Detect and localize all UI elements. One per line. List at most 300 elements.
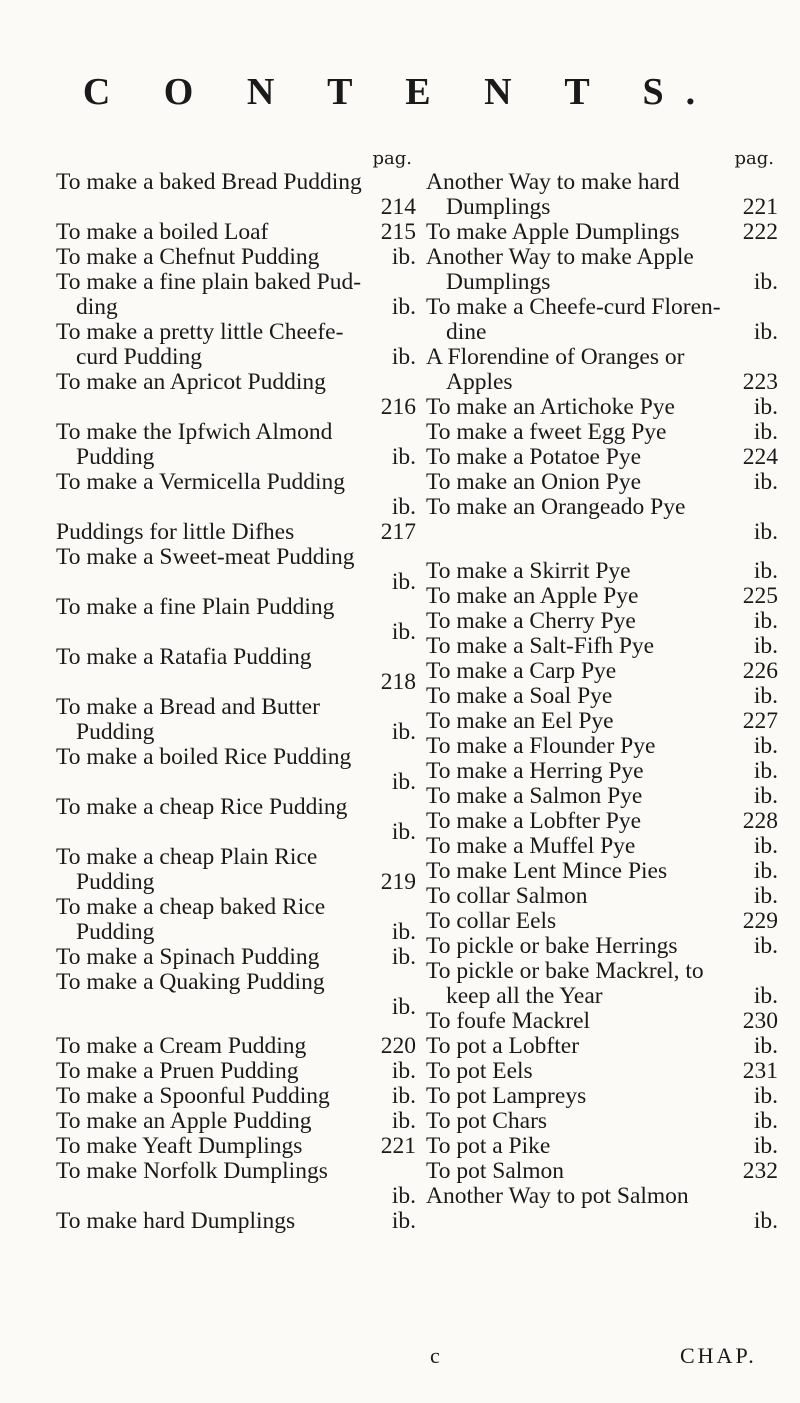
entry-page-number: ib.	[753, 269, 778, 295]
entry-line	[56, 170, 416, 195]
entry-page-number	[772, 345, 778, 370]
entry-title: To make an Artichoke Pye	[426, 394, 675, 420]
signature-mark: c	[430, 1343, 440, 1368]
entry-title: To make Norfolk Dumplings	[56, 1158, 328, 1184]
entry-page-number	[772, 295, 778, 320]
entry-page-number: ib.	[753, 833, 778, 859]
contents-entry	[56, 470, 416, 520]
entry-title: To foufe Mackrel	[426, 1008, 591, 1034]
entry-page-number: ib.	[391, 569, 416, 595]
entry-line	[426, 859, 778, 884]
entry-line	[426, 584, 778, 609]
contents-entry	[426, 684, 778, 709]
entry-page-number: ib.	[753, 519, 778, 545]
entry-line	[426, 295, 778, 320]
entry-title: To collar Salmon	[426, 883, 588, 909]
entry-page-number: ib.	[753, 469, 778, 495]
entry-title: To make a fine plain baked Pud-	[56, 269, 362, 295]
entry-line	[56, 445, 416, 470]
entry-line	[56, 995, 416, 1020]
entry-page-number: 220	[380, 1033, 416, 1059]
entry-title: To make a Potatoe Pye	[426, 444, 642, 470]
entry-page-number: 225	[742, 583, 778, 609]
entry-line	[56, 770, 416, 795]
entry-title: To make a Pruen Pudding	[56, 1058, 299, 1084]
contents-entry	[426, 859, 778, 884]
entry-page-number: 223	[742, 369, 778, 395]
contents-entry	[426, 420, 778, 445]
entry-page-number: 218	[380, 669, 416, 695]
contents-entry	[426, 659, 778, 684]
entry-page-number	[410, 745, 416, 770]
entry-line	[426, 370, 778, 395]
entry-page-number	[410, 645, 416, 670]
entry-title: To make Apple Dumplings	[426, 219, 680, 245]
entry-page-number: 222	[742, 219, 778, 245]
contents-entry	[426, 170, 778, 220]
entry-page-number	[772, 959, 778, 984]
entry-line	[426, 445, 778, 470]
entry-title: To make a Soal Pye	[426, 683, 613, 709]
entry-page-number: ib.	[391, 1083, 416, 1109]
contents-entry	[426, 634, 778, 659]
entry-title: To make a boiled Rice Pudding	[56, 744, 352, 770]
contents-entry	[426, 1109, 778, 1134]
entry-line	[426, 420, 778, 445]
entry-page-number: ib.	[753, 983, 778, 1009]
entry-line	[56, 1059, 416, 1084]
contents-entry	[426, 495, 778, 545]
entry-line	[56, 320, 416, 345]
contents-entry	[426, 1059, 778, 1084]
entry-title: To make Lent Mince Pies	[426, 858, 668, 884]
entry-page-number	[410, 320, 416, 345]
entry-title: To make a fine Plain Pudding	[56, 594, 335, 620]
entry-title: To make a Ratafia Pudding	[56, 644, 312, 670]
entry-title: Another Way to make hard	[426, 169, 680, 195]
entry-title: To make a pretty little Cheefe-	[56, 319, 344, 345]
entry-title: To make a Cheefe-curd Floren-	[426, 294, 721, 320]
page-column-label: pag.	[734, 148, 774, 169]
entry-title: To make a Skirrit Pye	[426, 558, 631, 584]
entry-page-number	[410, 470, 416, 495]
entry-title: To make a Muffel Pye	[426, 833, 636, 859]
entry-line	[56, 720, 416, 745]
entry-page-number	[772, 1184, 778, 1209]
entry-title: To make a fweet Egg Pye	[426, 419, 667, 445]
entry-line	[426, 220, 778, 245]
entry-title: To make a Herring Pye	[426, 758, 644, 784]
contents-entry	[426, 1134, 778, 1159]
contents-entry	[426, 834, 778, 859]
entry-page-number: 226	[742, 658, 778, 684]
entry-page-number	[772, 495, 778, 520]
entry-line	[426, 1059, 778, 1084]
entry-line	[426, 634, 778, 659]
entry-title: To pot a Lobfter	[426, 1033, 580, 1059]
entry-line	[426, 1034, 778, 1059]
entry-title: To make a baked Bread Pudding	[56, 169, 362, 195]
entry-page-number: 224	[742, 444, 778, 470]
entry-line	[56, 845, 416, 870]
contents-entry	[426, 245, 778, 295]
entry-line	[426, 1134, 778, 1159]
contents-entry	[426, 1159, 778, 1184]
entry-page-number: ib.	[753, 858, 778, 884]
entry-line	[56, 370, 416, 395]
entry-line	[426, 1209, 778, 1234]
entry-line	[426, 934, 778, 959]
entry-page-number: 227	[742, 708, 778, 734]
contents-entry	[56, 420, 416, 470]
contents-right-column	[426, 148, 778, 1234]
entry-line	[56, 795, 416, 820]
entry-title: To make a Carp Pye	[426, 658, 617, 684]
entry-line	[426, 1184, 778, 1209]
entry-title: Pudding	[76, 869, 155, 895]
contents-entry	[56, 245, 416, 270]
entry-page-number: ib.	[391, 944, 416, 970]
entry-title: keep all the Year	[446, 983, 603, 1009]
entry-title: To make a Salmon Pye	[426, 783, 643, 809]
entry-title: dine	[446, 319, 487, 345]
page-column-label: pag.	[372, 148, 412, 169]
entry-page-number: 232	[742, 1158, 778, 1184]
contents-entry	[56, 745, 416, 795]
entry-line	[426, 834, 778, 859]
entry-title: Pudding	[76, 919, 155, 945]
entry-line	[56, 620, 416, 645]
entry-line	[426, 320, 778, 345]
entry-line	[56, 945, 416, 970]
entry-title: To pot Chars	[426, 1108, 548, 1134]
entry-line	[56, 895, 416, 920]
entry-page-number: ib.	[753, 319, 778, 345]
entry-line	[426, 470, 778, 495]
contents-entry	[56, 320, 416, 370]
entry-title: To make the Ipfwich Almond	[56, 419, 333, 445]
entry-title: Puddings for little Difhes	[56, 519, 295, 545]
entry-title: Apples	[446, 369, 513, 395]
entry-line	[426, 495, 778, 520]
entry-title: Pudding	[76, 719, 155, 745]
entry-line	[426, 1109, 778, 1134]
entry-line	[56, 695, 416, 720]
entry-title: To make a Spoonful Pudding	[56, 1083, 330, 1109]
entry-page-number: ib.	[391, 244, 416, 270]
contents-entry	[426, 470, 778, 495]
entry-title: Pudding	[76, 444, 155, 470]
entry-title: To make a Chefnut Pudding	[56, 244, 320, 270]
entry-line	[56, 245, 416, 270]
entry-line	[426, 984, 778, 1009]
entry-title: To make a boiled Loaf	[56, 219, 269, 245]
catchword: CHAP.	[680, 1343, 757, 1368]
contents-entry	[56, 1084, 416, 1109]
entry-title: To make an Orangeado Pye	[426, 494, 686, 520]
entry-line	[426, 270, 778, 295]
entry-title: To pickle or bake Herrings	[426, 933, 678, 959]
entry-page-number: 230	[742, 1008, 778, 1034]
entry-line	[426, 884, 778, 909]
entry-title: To make an Eel Pye	[426, 708, 614, 734]
entry-page-number: 229	[742, 908, 778, 934]
entry-line	[426, 170, 778, 195]
contents-entry	[56, 595, 416, 645]
entry-title: ding	[76, 294, 118, 320]
contents-entry	[426, 809, 778, 834]
entry-line	[56, 1184, 416, 1209]
entry-page-number: ib.	[753, 1133, 778, 1159]
contents-entry	[56, 370, 416, 420]
entry-page-number	[410, 795, 416, 820]
contents-entry	[426, 345, 778, 395]
contents-entry	[426, 559, 778, 584]
contents-entry	[426, 584, 778, 609]
entry-line	[56, 345, 416, 370]
entry-page-number: ib.	[753, 1083, 778, 1109]
entry-page-number: ib.	[391, 719, 416, 745]
entry-title: To make a Quaking Pudding	[56, 969, 325, 995]
entry-page-number: ib.	[391, 1208, 416, 1234]
entry-title: Dumplings	[446, 194, 551, 220]
contents-entry	[426, 295, 778, 345]
entry-page-number: ib.	[753, 883, 778, 909]
entry-title: To make an Apricot Pudding	[56, 369, 326, 395]
entry-page-number: 221	[742, 194, 778, 220]
entry-page-number: ib.	[391, 344, 416, 370]
entry-line	[56, 545, 416, 570]
contents-entry	[56, 970, 416, 1020]
contents-entry	[426, 934, 778, 959]
entry-line	[426, 395, 778, 420]
contents-entry	[426, 609, 778, 634]
entry-line	[426, 559, 778, 584]
contents-entry	[426, 1034, 778, 1059]
entry-page-number: 228	[742, 808, 778, 834]
entry-page-number	[772, 170, 778, 195]
entry-page-number: ib.	[391, 1058, 416, 1084]
entry-line	[56, 920, 416, 945]
entry-line	[426, 759, 778, 784]
entry-line	[56, 395, 416, 420]
entry-title: Another Way to make Apple	[426, 244, 694, 270]
entry-title: To pot Eels	[426, 1058, 533, 1084]
entry-line	[56, 1084, 416, 1109]
entry-page-number	[410, 845, 416, 870]
contents-entry	[56, 520, 416, 545]
entry-page-number: ib.	[753, 394, 778, 420]
entry-line	[56, 1109, 416, 1134]
entry-line	[426, 659, 778, 684]
entry-line	[426, 520, 778, 545]
contents-entry	[56, 795, 416, 845]
entry-page-number: ib.	[391, 1108, 416, 1134]
entry-line	[426, 684, 778, 709]
entry-line	[56, 420, 416, 445]
entry-line	[56, 595, 416, 620]
entry-line	[56, 645, 416, 670]
entry-line	[426, 1084, 778, 1109]
entry-line	[426, 734, 778, 759]
entry-title: To make a Sweet-meat Pudding	[56, 544, 355, 570]
entry-title: To make an Onion Pye	[426, 469, 642, 495]
entry-line	[56, 820, 416, 845]
page-title: C O N T E N T S.	[82, 71, 718, 113]
entry-line	[56, 745, 416, 770]
entry-page-number: ib.	[391, 619, 416, 645]
entry-page-number: ib.	[391, 294, 416, 320]
entry-page-number	[410, 270, 416, 295]
contents-entry	[56, 945, 416, 970]
contents-entry	[426, 759, 778, 784]
contents-entry	[426, 445, 778, 470]
entry-page-number: 219	[380, 869, 416, 895]
contents-entry	[56, 645, 416, 695]
contents-entry	[56, 1059, 416, 1084]
entry-page-number: ib.	[753, 1033, 778, 1059]
contents-entry	[426, 884, 778, 909]
entry-title: To make a Cream Pudding	[56, 1033, 307, 1059]
entry-title: To make a Salt-Fifh Pye	[426, 633, 655, 659]
entry-title: To make hard Dumplings	[56, 1208, 296, 1234]
entry-page-number: ib.	[753, 608, 778, 634]
entry-line	[426, 1159, 778, 1184]
contents-entry	[426, 734, 778, 759]
entry-title: To make an Apple Pye	[426, 583, 639, 609]
entry-page-number	[772, 245, 778, 270]
entry-page-number	[410, 970, 416, 995]
entry-title: To make a Lobfter Pye	[426, 808, 641, 834]
entry-title: To collar Eels	[426, 908, 557, 934]
entry-page-number: ib.	[753, 933, 778, 959]
entry-line	[56, 1159, 416, 1184]
contents-entry	[426, 1184, 778, 1234]
contents-entry	[56, 895, 416, 945]
entry-page-number: 216	[380, 394, 416, 420]
entry-page-number: ib.	[391, 1183, 416, 1209]
entry-page-number	[410, 170, 416, 195]
entry-line	[426, 609, 778, 634]
contents-entry	[56, 545, 416, 595]
entry-line	[56, 195, 416, 220]
contents-entry	[56, 695, 416, 745]
entry-line	[56, 270, 416, 295]
entry-title: A Florendine of Oranges or	[426, 344, 685, 370]
entry-line	[426, 195, 778, 220]
entry-line	[56, 870, 416, 895]
entry-title: Dumplings	[446, 269, 551, 295]
contents-left-column	[56, 148, 416, 1234]
entry-page-number: ib.	[391, 494, 416, 520]
entry-title: To make a cheap Plain Rice	[56, 844, 318, 870]
contents-entry	[426, 909, 778, 934]
entry-title: To pot Lampreys	[426, 1083, 587, 1109]
contents-entry	[56, 1034, 416, 1059]
entry-page-number	[410, 1159, 416, 1184]
entry-page-number: ib.	[391, 994, 416, 1020]
entry-line	[56, 520, 416, 545]
entry-page-number: ib.	[753, 633, 778, 659]
entry-page-number: 221	[380, 1133, 416, 1159]
entry-page-number: ib.	[753, 758, 778, 784]
entry-page-number: ib.	[391, 444, 416, 470]
contents-entry	[426, 1009, 778, 1034]
contents-entry	[426, 1084, 778, 1109]
entry-page-number: ib.	[753, 733, 778, 759]
entry-page-number	[410, 895, 416, 920]
contents-entry	[56, 1134, 416, 1159]
entry-line	[56, 470, 416, 495]
entry-line	[56, 670, 416, 695]
entry-page-number: 214	[380, 194, 416, 220]
entry-title: To make a Spinach Pudding	[56, 944, 320, 970]
entry-title: To make a Bread and Butter	[56, 694, 320, 720]
entry-page-number: ib.	[753, 783, 778, 809]
entry-page-number: 231	[742, 1058, 778, 1084]
entry-line	[426, 809, 778, 834]
contents-entry	[426, 395, 778, 420]
entry-line	[426, 345, 778, 370]
entry-line	[56, 970, 416, 995]
entry-line	[56, 220, 416, 245]
entry-page-number: 217	[380, 519, 416, 545]
contents-entry	[56, 1159, 416, 1209]
entry-title: To make Yeaft Dumplings	[56, 1133, 303, 1159]
entry-title: To pot Salmon	[426, 1158, 565, 1184]
entry-page-number	[410, 595, 416, 620]
entry-line	[56, 570, 416, 595]
entry-title: To make an Apple Pudding	[56, 1108, 312, 1134]
contents-entry	[56, 845, 416, 895]
entry-page-number: ib.	[753, 1208, 778, 1234]
entry-line	[56, 295, 416, 320]
entry-line	[56, 495, 416, 520]
entry-title: To make a cheap baked Rice	[56, 894, 326, 920]
entry-line	[426, 709, 778, 734]
entry-page-number: ib.	[753, 1108, 778, 1134]
contents-entry	[426, 784, 778, 809]
entry-page-number: ib.	[753, 558, 778, 584]
entry-page-number	[410, 695, 416, 720]
entry-page-number	[410, 420, 416, 445]
contents-entry	[426, 959, 778, 1009]
entry-page-number: ib.	[753, 683, 778, 709]
contents-entry	[426, 709, 778, 734]
contents-entry	[56, 270, 416, 320]
entry-title: To make a Vermicella Pudding	[56, 469, 345, 495]
entry-line	[426, 959, 778, 984]
entry-line	[426, 245, 778, 270]
entry-line	[56, 1209, 416, 1234]
entry-line	[426, 784, 778, 809]
entry-page-number	[410, 370, 416, 395]
entry-page-number	[410, 545, 416, 570]
entry-page-number: 215	[380, 219, 416, 245]
contents-entry	[56, 1109, 416, 1134]
entry-page-number: ib.	[391, 919, 416, 945]
entry-page-number: ib.	[753, 419, 778, 445]
contents-entry	[426, 220, 778, 245]
entry-line	[56, 1134, 416, 1159]
entry-title: To make a Flounder Pye	[426, 733, 656, 759]
entry-title: To make a Cherry Pye	[426, 608, 636, 634]
entry-title: To make a cheap Rice Pudding	[56, 794, 348, 820]
entry-title: curd Pudding	[76, 344, 202, 370]
contents-entry	[56, 220, 416, 245]
entry-line	[426, 909, 778, 934]
entry-title: Another Way to pot Salmon	[426, 1183, 689, 1209]
